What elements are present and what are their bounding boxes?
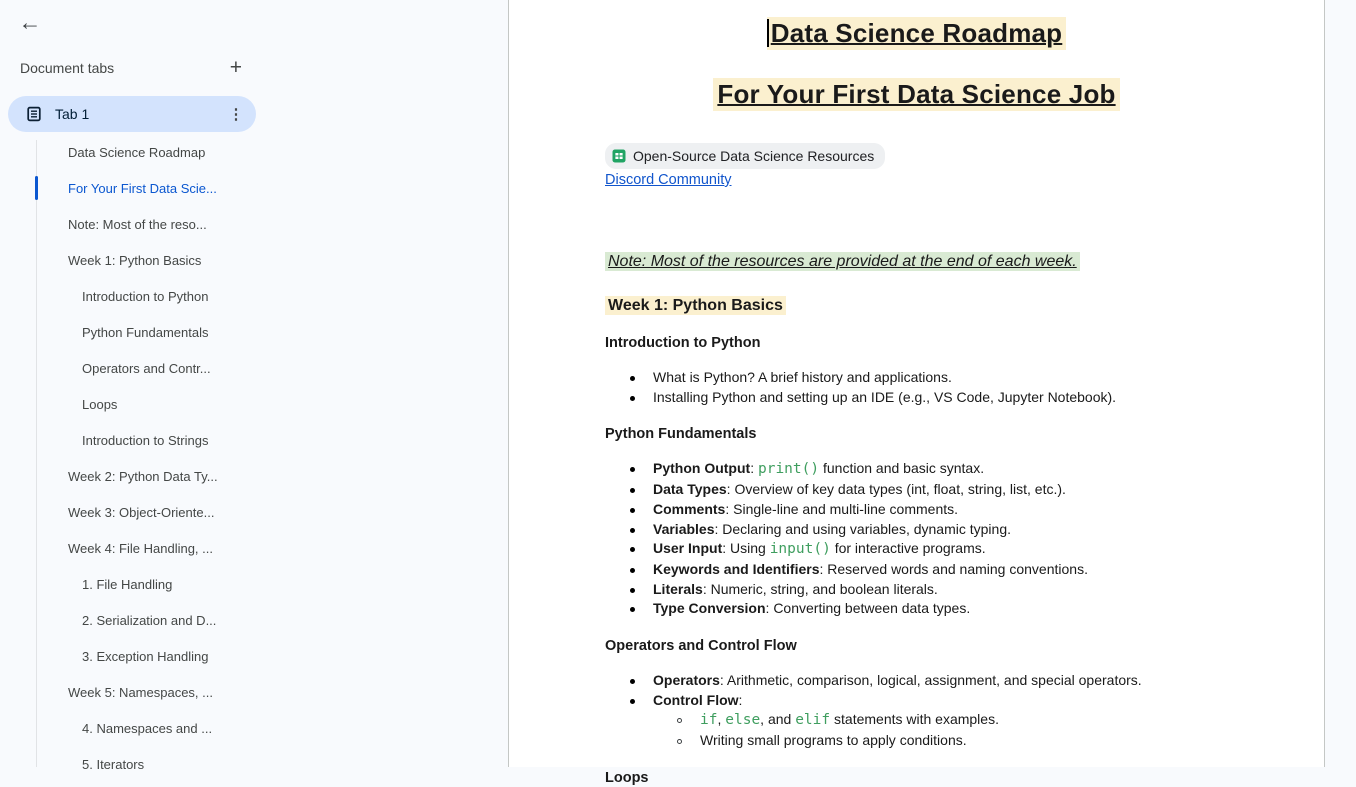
outline-item-week-1[interactable]	[0, 242, 509, 278]
outline-item-label: 2. Serialization and D...	[82, 612, 217, 628]
sub-bullet-item: Writing small programs to apply conditions.	[605, 731, 1228, 751]
doc-title-text2: For Your First Data Science Job	[713, 78, 1119, 111]
outline-item-data-science-roadmap[interactable]	[0, 134, 509, 170]
outline-item-week-3[interactable]	[0, 494, 509, 530]
heading-loops: Loops	[605, 769, 649, 786]
tab-1-label: Tab 1	[55, 106, 90, 122]
document-tab-icon	[26, 106, 42, 122]
bullet-item: Installing Python and setting up an IDE (e.g., VS Code, Jupyter Notebook).	[605, 388, 1228, 408]
bullet-icon	[630, 679, 635, 684]
plus-icon: +	[229, 56, 242, 79]
inline-code: print()	[757, 461, 820, 478]
sidebar-header	[20, 56, 242, 80]
outline-item-label: 1. File Handling	[82, 576, 173, 592]
hollow-bullet-icon	[677, 739, 682, 744]
outline-item-label: Introduction to Python	[82, 288, 209, 304]
note-line	[605, 250, 1228, 273]
document-canvas[interactable]	[509, 0, 1325, 786]
bullet-icon	[630, 568, 635, 573]
outline-item-exception-handling[interactable]	[0, 638, 509, 674]
tab-options-button[interactable]	[224, 102, 248, 126]
outline-item-file-handling[interactable]	[0, 566, 509, 602]
outline-item-label: 3. Exception Handling	[82, 648, 209, 664]
document-tabs-label: Document tabs	[20, 60, 115, 76]
doc-title-line2	[605, 79, 1228, 113]
outline-item-serialization[interactable]	[0, 602, 509, 638]
outline-item-label: Operators and Contr...	[82, 360, 211, 376]
outline-item-label: Note: Most of the reso...	[68, 216, 207, 232]
outline-item-label: For Your First Data Scie...	[68, 180, 217, 196]
bullet-icon	[630, 607, 635, 612]
add-tab-button[interactable]	[230, 57, 242, 79]
sub-bullet-item: if, else, and elif statements with examples.	[605, 710, 1228, 731]
bullet-icon	[630, 547, 635, 552]
week1-heading-text: Week 1: Python Basics	[605, 296, 786, 315]
outline-item-label: Week 2: Python Data Ty...	[68, 468, 218, 484]
text-cursor	[767, 19, 769, 47]
outline-item-namespaces[interactable]	[0, 710, 509, 746]
outline-item-week-5[interactable]	[0, 674, 509, 710]
bullet-item: Comments: Single-line and multi-line comments.	[605, 500, 1228, 520]
back-arrow-icon: ←	[18, 9, 42, 35]
bullet-icon	[630, 488, 635, 493]
bullet-icon	[630, 376, 635, 381]
google-sheets-icon	[612, 149, 626, 163]
heading-python-fundamentals: Python Fundamentals	[605, 426, 757, 443]
open-source-resources-chip[interactable]	[605, 143, 885, 169]
chip-row	[605, 143, 1228, 169]
bullet-item: User Input: Using input() for interactive programs.	[605, 539, 1228, 560]
document-outline	[0, 134, 509, 772]
kebab-menu-icon: ⋮	[228, 106, 244, 123]
bullet-item: Literals: Numeric, string, and boolean literals.	[605, 580, 1228, 600]
document-content	[509, 0, 1324, 787]
bullet-icon	[630, 528, 635, 533]
outline-item-label: Python Fundamentals	[82, 324, 209, 340]
week1-heading	[605, 293, 1228, 316]
link-row	[605, 169, 1228, 190]
bullet-item: What is Python? A brief history and applications.	[605, 368, 1228, 388]
outline-item-label: 4. Namespaces and ...	[82, 720, 213, 736]
right-margin-band	[1325, 0, 1356, 767]
outline-item-python-fundamentals[interactable]	[0, 314, 509, 350]
bullet-icon	[630, 508, 635, 513]
back-button[interactable]	[12, 4, 48, 40]
outline-item-label: Week 1: Python Basics	[68, 252, 202, 268]
bullet-icon	[630, 467, 635, 472]
outline-item-week-2[interactable]	[0, 458, 509, 494]
bullet-item: Data Types: Overview of key data types (int, float, string, list, etc.).	[605, 480, 1228, 500]
operators-bullet-list	[605, 671, 1228, 751]
inline-code: if	[700, 712, 718, 729]
bullet-item: Control Flow:	[605, 691, 1228, 711]
outline-item-label: Week 5: Namespaces, ...	[68, 684, 213, 700]
bullet-item: Python Output: print() function and basic syntax.	[605, 459, 1228, 480]
outline-item-label: Loops	[82, 396, 118, 412]
bullet-icon	[630, 699, 635, 704]
intro-bullet-list	[605, 368, 1228, 407]
outline-item-for-your-first[interactable]	[0, 170, 509, 206]
outline-item-note[interactable]	[0, 206, 509, 242]
active-indicator	[35, 176, 38, 200]
outline-item-label: Introduction to Strings	[82, 432, 209, 448]
fundamentals-bullet-list	[605, 459, 1228, 619]
document-tabs-sidebar	[0, 0, 509, 772]
chip-label: Open-Source Data Science Resources	[633, 148, 875, 164]
heading-introduction-to-python: Introduction to Python	[605, 335, 761, 351]
outline-item-week-4[interactable]	[0, 530, 509, 566]
bullet-item: Type Conversion: Converting between data types.	[605, 599, 1228, 619]
outline-item-loops[interactable]	[0, 386, 509, 422]
bullet-item: Operators: Arithmetic, comparison, logical, assignment, and special operators.	[605, 671, 1228, 691]
bullet-item: Keywords and Identifiers: Reserved words and naming conventions.	[605, 560, 1228, 580]
outline-item-introduction-to-python[interactable]	[0, 278, 509, 314]
doc-title-text1: Data Science Roadmap	[767, 17, 1067, 50]
note-text: Note: Most of the resources are provided at the end of each week.	[605, 252, 1080, 271]
outline-item-introduction-to-strings[interactable]	[0, 422, 509, 458]
bullet-icon	[630, 396, 635, 401]
outline-item-operators[interactable]	[0, 350, 509, 386]
outline-item-label: 5. Iterators	[82, 756, 145, 772]
discord-community-link[interactable]: Discord Community	[605, 172, 732, 188]
outline-item-label: Week 4: File Handling, ...	[68, 540, 213, 556]
inline-code: else	[725, 712, 761, 729]
outline-item-label: Data Science Roadmap	[68, 144, 206, 160]
inline-code: input()	[769, 541, 831, 558]
bullet-icon	[630, 588, 635, 593]
hollow-bullet-icon	[677, 718, 682, 723]
outline-item-label: Week 3: Object-Oriente...	[68, 504, 215, 520]
bullet-item: Variables: Declaring and using variables, dynamic typing.	[605, 520, 1228, 540]
heading-operators-control-flow: Operators and Control Flow	[605, 638, 797, 655]
doc-title-line1	[605, 18, 1228, 52]
inline-code: elif	[795, 712, 831, 729]
tab-1-item[interactable]	[8, 96, 256, 132]
outline-item-iterators[interactable]	[0, 746, 509, 782]
